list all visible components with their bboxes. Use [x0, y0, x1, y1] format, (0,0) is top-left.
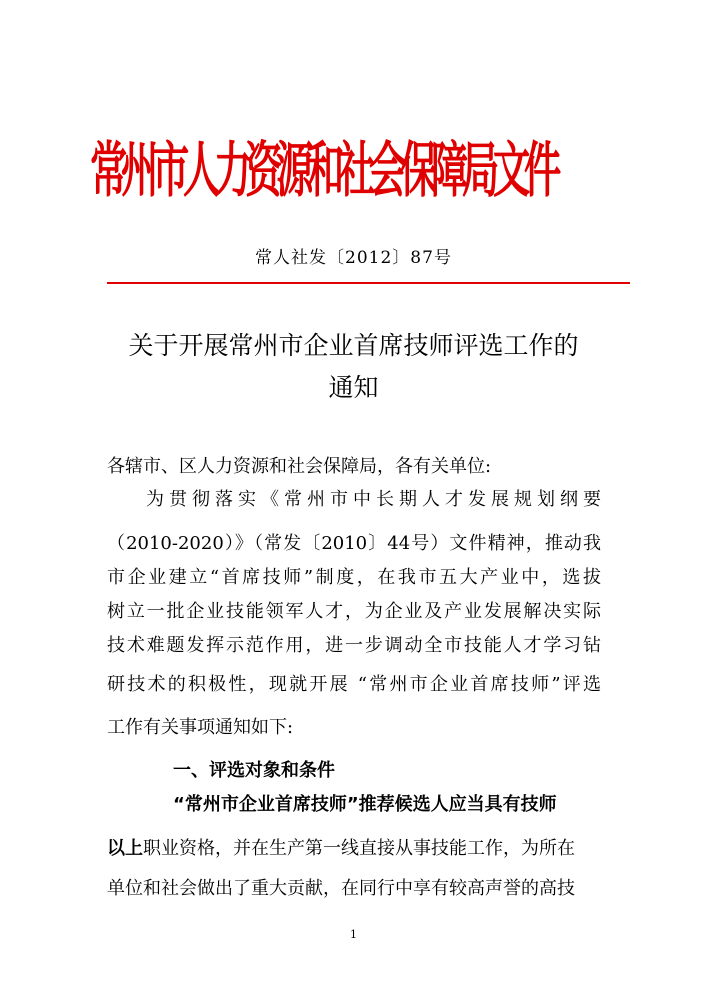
document-number: 常人社发〔2012〕87号: [255, 248, 452, 268]
paragraph-line: 为贯彻落实《常州市中长期人才发展规划纲要: [146, 489, 601, 510]
section-heading: 一、评选对象和条件: [173, 760, 335, 781]
issuer-title: 常州市人力资源和社会保障局文件: [90, 136, 555, 206]
document-title-line-2: 通知: [328, 373, 379, 402]
paragraph-line: 技术难题发挥示范作用，进一步调动全市技能人才学习钻: [107, 635, 601, 656]
paragraph-line: 单位和社会做出了重大贡献，在同行中享有较高声誉的高技: [107, 878, 575, 899]
paragraph-line: 市企业建立“首席技师”制度，在我市五大产业中，选拔: [107, 567, 601, 588]
document-title-line-1: 关于开展常州市企业首席技师评选工作的: [128, 331, 579, 360]
paragraph-line: [107, 836, 601, 862]
paragraph-text: 职业资格，并在生产第一线直接从事技能工作，为所在: [143, 838, 575, 859]
bold-fragment: 以上: [107, 838, 143, 859]
paragraph-line: 树立一批企业技能领军人才，为企业及产业发展解决实际: [107, 601, 601, 622]
red-divider-line: [107, 282, 630, 284]
paragraph-line: （2010-2020）》（常发〔2010〕44号）文件精神，推动我: [107, 533, 601, 554]
salutation: 各辖市、区人力资源和社会保障局，各有关单位:: [107, 456, 492, 477]
paragraph-line: 工作有关事项通知如下:: [107, 717, 294, 738]
paragraph-bold-line: “常州市企业首席技师”推荐候选人应当具有技师: [173, 794, 557, 815]
page-number: 1: [350, 928, 357, 941]
paragraph-line: 研技术的积极性，现就开展 “常州市企业首席技师”评选: [107, 674, 601, 695]
